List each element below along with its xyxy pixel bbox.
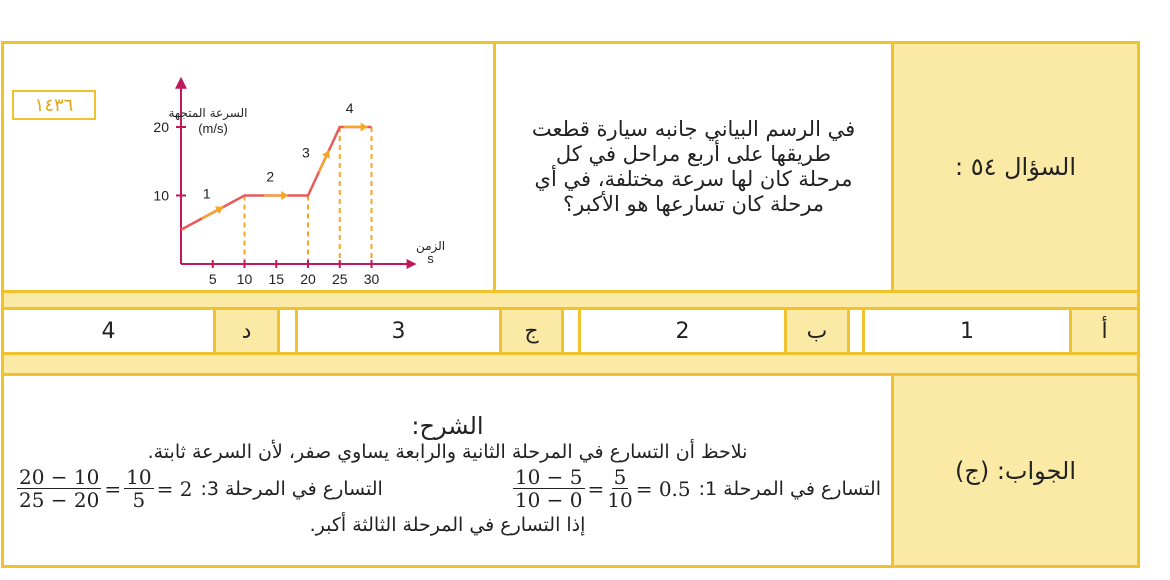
- explanation-equations: [14, 466, 881, 511]
- option-b-letter[interactable]: ب: [784, 307, 850, 355]
- y-tick-label-20: 20: [153, 119, 169, 135]
- stage1-equation: التسارع في المرحلة 1: $\frac{10 - 5}{10 - 0}$ = $\frac{5}{10}$ = 0.5: [514, 465, 881, 512]
- x-tick-label-5: 5: [208, 271, 217, 287]
- y-axis-title: السرعة المتجهة: [168, 106, 248, 120]
- y-tick-label-10: 10: [153, 187, 169, 204]
- question-text: في الرسم البياني جانبه سيارة قطعت طريقها على أربع مراحل في كل مرحلة كان لها سرعة مختلفة، في أي مرحلة كان تسارعها هو الأكبر؟: [531, 117, 856, 216]
- stage3-fraction-1: $\frac{20 - 10}{25 - 20}$: [19, 465, 100, 512]
- question-label-cell: [891, 41, 1140, 293]
- option-a-letter[interactable]: أ: [1069, 307, 1140, 355]
- y-axis-arrow: [175, 77, 187, 89]
- explanation-title: الشرح:: [411, 412, 484, 440]
- x-tick-label-30: 30: [363, 271, 380, 287]
- option-c-value[interactable]: 3: [295, 307, 502, 355]
- x-tick-label-10: 10: [236, 271, 253, 287]
- option-d-letter[interactable]: د: [213, 307, 280, 355]
- answer-label-cell: [891, 373, 1140, 568]
- x-tick-label-20: 20: [300, 271, 316, 287]
- x-axis-unit: s: [427, 251, 434, 266]
- question-label: السؤال ٥٤ :: [954, 153, 1077, 181]
- graph-cell: [1, 41, 496, 293]
- option-b-value[interactable]: 2: [578, 307, 787, 355]
- explanation-line-1: نلاحظ أن التسارع في المرحلة الثانية والرابعة يساوي صفر، لأن السرعة ثابتة.: [147, 441, 748, 463]
- x-tick-label-15: 15: [268, 271, 285, 287]
- explanation-conclusion: إذا التسارع في المرحلة الثالثة أكبر.: [309, 514, 586, 536]
- y-axis-unit: (m/s): [198, 121, 228, 136]
- stage-label-2: 2: [266, 168, 275, 185]
- velocity-time-chart: [124, 44, 446, 296]
- stage-label-3: 3: [301, 144, 310, 161]
- option-d-value[interactable]: 4: [1, 307, 216, 355]
- stage-label-4: 4: [345, 100, 354, 116]
- stage1-fraction-1: $\frac{10 - 5}{10 - 0}$: [514, 465, 583, 512]
- stage3-fraction-2: $\frac{10}{5}$: [126, 465, 152, 512]
- stage-label-1: 1: [202, 185, 211, 202]
- stage1-fraction-2: $\frac{5}{10}$: [607, 465, 633, 512]
- x-axis-arrow: [407, 259, 417, 269]
- answer-label: الجواب: (ج): [954, 456, 1077, 485]
- stage3-equation: التسارع في المرحلة 3: $\frac{20 - 10}{25 - 20}$ = $\frac{10}{5}$ = 2: [19, 465, 383, 512]
- stage-arrowhead-2: [281, 191, 288, 200]
- stage-arrowhead-4: [361, 123, 368, 132]
- option-a-value[interactable]: 1: [862, 307, 1072, 355]
- x-tick-label-25: 25: [331, 271, 348, 287]
- year-badge: ١٤٣٦: [12, 90, 96, 120]
- option-c-letter[interactable]: ج: [499, 307, 564, 355]
- question-text-cell: [493, 41, 894, 293]
- x-axis-title: الزمن: [415, 239, 446, 253]
- explanation-cell: [1, 373, 894, 568]
